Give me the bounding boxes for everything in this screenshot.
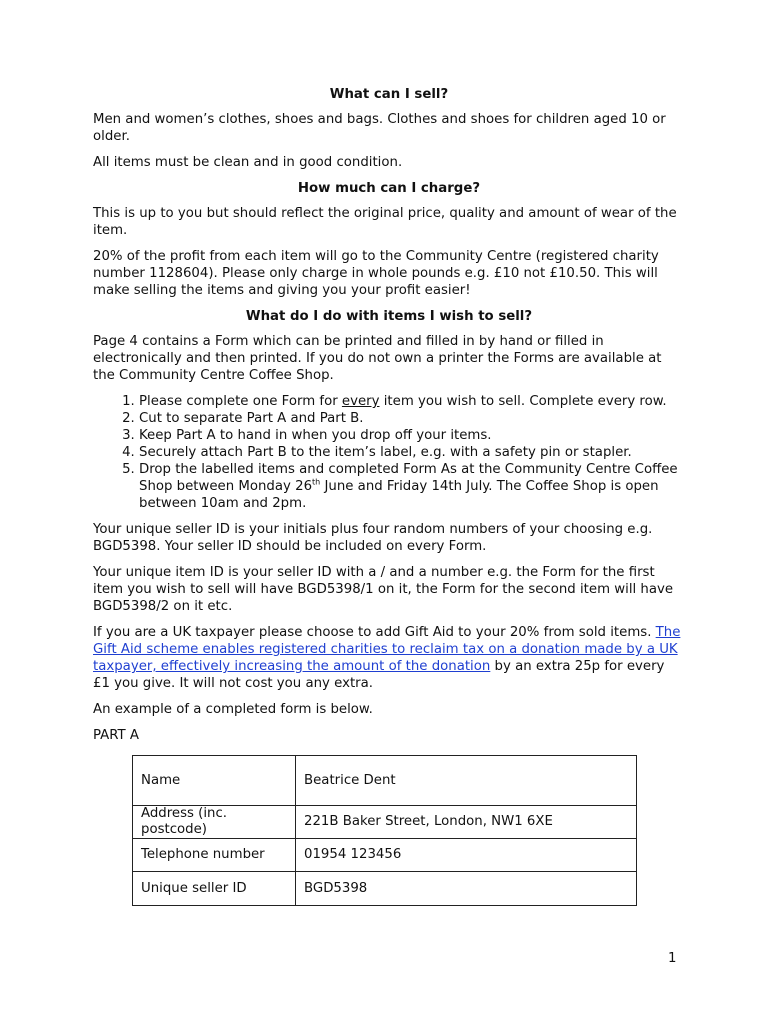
sell-paragraph-2: All items must be clean and in good condition. [93, 155, 403, 170]
list-item: 2. Cut to separate Part A and Part B. [139, 410, 685, 427]
sell-heading: What can I sell? [329, 87, 449, 102]
document-page [93, 86, 685, 906]
list-item [139, 393, 685, 410]
gift-aid-pre: If you are a UK taxpayer please choose to add Gift Aid to your 20% from sold items. [93, 625, 656, 640]
row-value: Beatrice Dent [296, 756, 637, 806]
page-number: 1 [668, 951, 677, 966]
step-5-sup: th [312, 477, 321, 487]
charge-paragraph-2: 20% of the profit from each item will go to the Community Centre (registered charity number 1128604). Please only charge in whole pounds e.g. £10 not £10.50. This will make selling the items and giving you your profit easier! [93, 249, 659, 298]
row-label: Unique seller ID [133, 872, 296, 906]
table-row [133, 806, 637, 839]
table-row [133, 756, 637, 806]
list-item: 3. Keep Part A to hand in when you drop off your items. [139, 427, 685, 444]
charge-heading: How much can I charge? [297, 181, 481, 196]
gift-aid-link[interactable]: The Gift Aid scheme enables registered charities to reclaim tax on a donation made by a UK taxpayer, effectively increasing the amount of the donation [93, 625, 681, 674]
row-value: 01954 123456 [296, 839, 637, 872]
gift-aid-post: by an extra 25p for every £1 you give. It will not cost you any extra. [93, 659, 665, 691]
step-5-pre: Drop the labelled items and completed Form As at the Community Centre Coffee Shop between Monday 26 [139, 462, 678, 494]
row-label: Address (inc. postcode) [133, 806, 296, 839]
row-value: 221B Baker Street, London, NW1 6XE [296, 806, 637, 839]
step-1-pre: Please complete one Form for [139, 394, 342, 409]
example-form-table [132, 755, 637, 906]
table-row [133, 839, 637, 872]
part-a-label: PART A [93, 728, 139, 743]
step-1-emphasis: every [341, 394, 380, 409]
steps-list [93, 393, 685, 512]
row-label: Name [133, 756, 296, 806]
list-item: 4. Securely attach Part B to the item’s label, e.g. with a safety pin or stapler. [139, 444, 685, 461]
step-5-post: June and Friday 14th July. The Coffee Shop is open between 10am and 2pm. [139, 479, 659, 511]
table-row [133, 872, 637, 906]
row-label: Telephone number [133, 839, 296, 872]
example-intro: An example of a completed form is below. [93, 702, 373, 717]
charge-paragraph-1: This is up to you but should reflect the original price, quality and amount of wear of the item. [93, 206, 677, 238]
step-1-post: item you wish to sell. Complete every row. [379, 394, 667, 409]
do-paragraph-1: Page 4 contains a Form which can be printed and filled in by hand or filled in electronically and then printed. If you do not own a printer the Forms are available at the Community Centre Coffee Shop. [93, 334, 662, 383]
gift-aid-paragraph [93, 624, 685, 692]
row-value: BGD5398 [296, 872, 637, 906]
sell-paragraph-1: Men and women’s clothes, shoes and bags. Clothes and shoes for children aged 10 or older. [93, 112, 666, 144]
do-heading: What do I do with items I wish to sell? [245, 309, 533, 324]
list-item [139, 461, 685, 512]
item-id-paragraph: Your unique item ID is your seller ID with a / and a number e.g. the Form for the first item you wish to sell will have BGD5398/1 on it, the Form for the second item will have BGD5398/2 on it etc. [93, 565, 674, 614]
seller-id-paragraph: Your unique seller ID is your initials plus four random numbers of your choosing e.g. BGD5398. Your seller ID should be included on every Form. [93, 522, 653, 554]
